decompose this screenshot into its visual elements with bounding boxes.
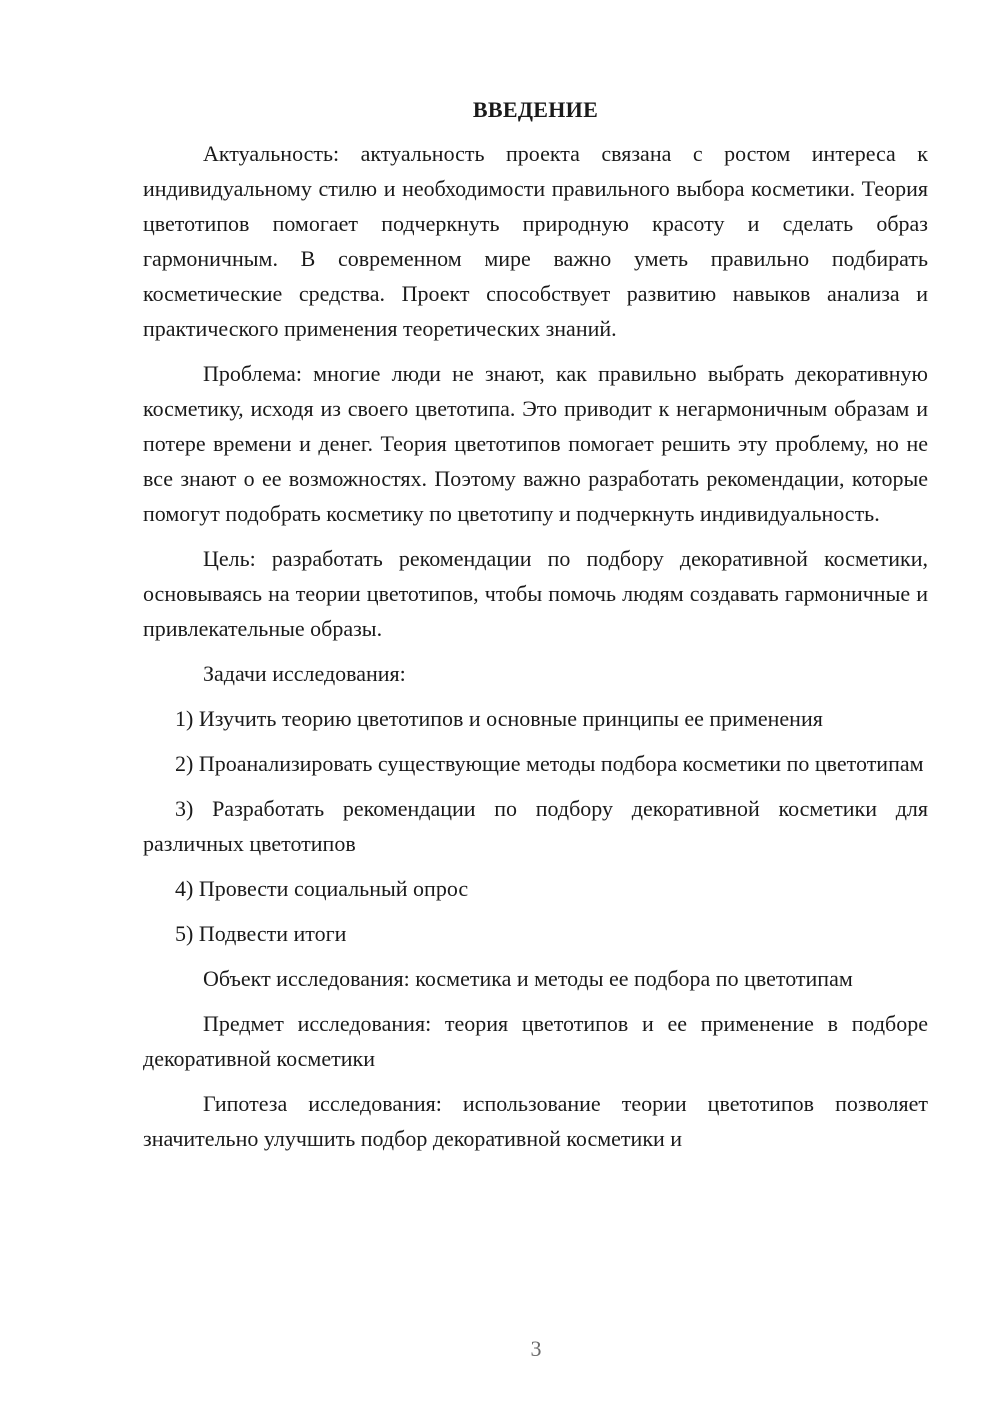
page-number: 3 [530,1336,542,1361]
problem-paragraph: Проблема: многие люди не знают, как правильно выбрать декоративную косметику, исходя из своего цветотипа. Это приводит к негармоничным образам и потере времени и денег. Теория цветотипов помогает решить эту проблему, но не все знают о ее возможностях. Поэтому важно разработать рекомендации, которые помогут подобрать косметику по цветотипу и подчеркнуть индивидуальность. [143,361,928,526]
relevance-paragraph: Актуальность: актуальность проекта связана с ростом интереса к индивидуальному стилю и необходимости правильного выбора косметики. Теория цветотипов помогает подчеркнуть природную красоту и сделать образ гармоничным. В современном мире важно уметь правильно подбирать косметические средства. Проект способствует развитию навыков анализа и практического применения теоретических знаний. [143,141,928,341]
hypothesis-paragraph: Гипотеза исследования: использование теории цветотипов позволяет значительно улучшить подбор декоративной косметики и [143,1091,928,1151]
task-item-5: 5) Подвести итоги [175,921,347,946]
task-item-1: 1) Изучить теорию цветотипов и основные принципы ее применения [175,706,823,731]
section-title: ВВЕДЕНИЕ [472,97,599,122]
task-item-2: 2) Проанализировать существующие методы подбора косметики по цветотипам [175,751,924,776]
subject-paragraph: Предмет исследования: теория цветотипов и ее применение в подборе декоративной косметики [143,1011,928,1071]
goal-paragraph: Цель: разработать рекомендации по подбору декоративной косметики, основываясь на теории цветотипов, чтобы помочь людям создавать гармоничные и привлекательные образы. [143,546,928,641]
object-paragraph: Объект исследования: косметика и методы ее подбора по цветотипам [203,966,853,991]
document-page [143,96,928,1156]
tasks-heading: Задачи исследования: [203,661,406,686]
task-item-3: 3) Разработать рекомендации по подбору декоративной косметики для различных цветотипов [143,796,928,856]
task-item-4: 4) Провести социальный опрос [175,876,469,901]
